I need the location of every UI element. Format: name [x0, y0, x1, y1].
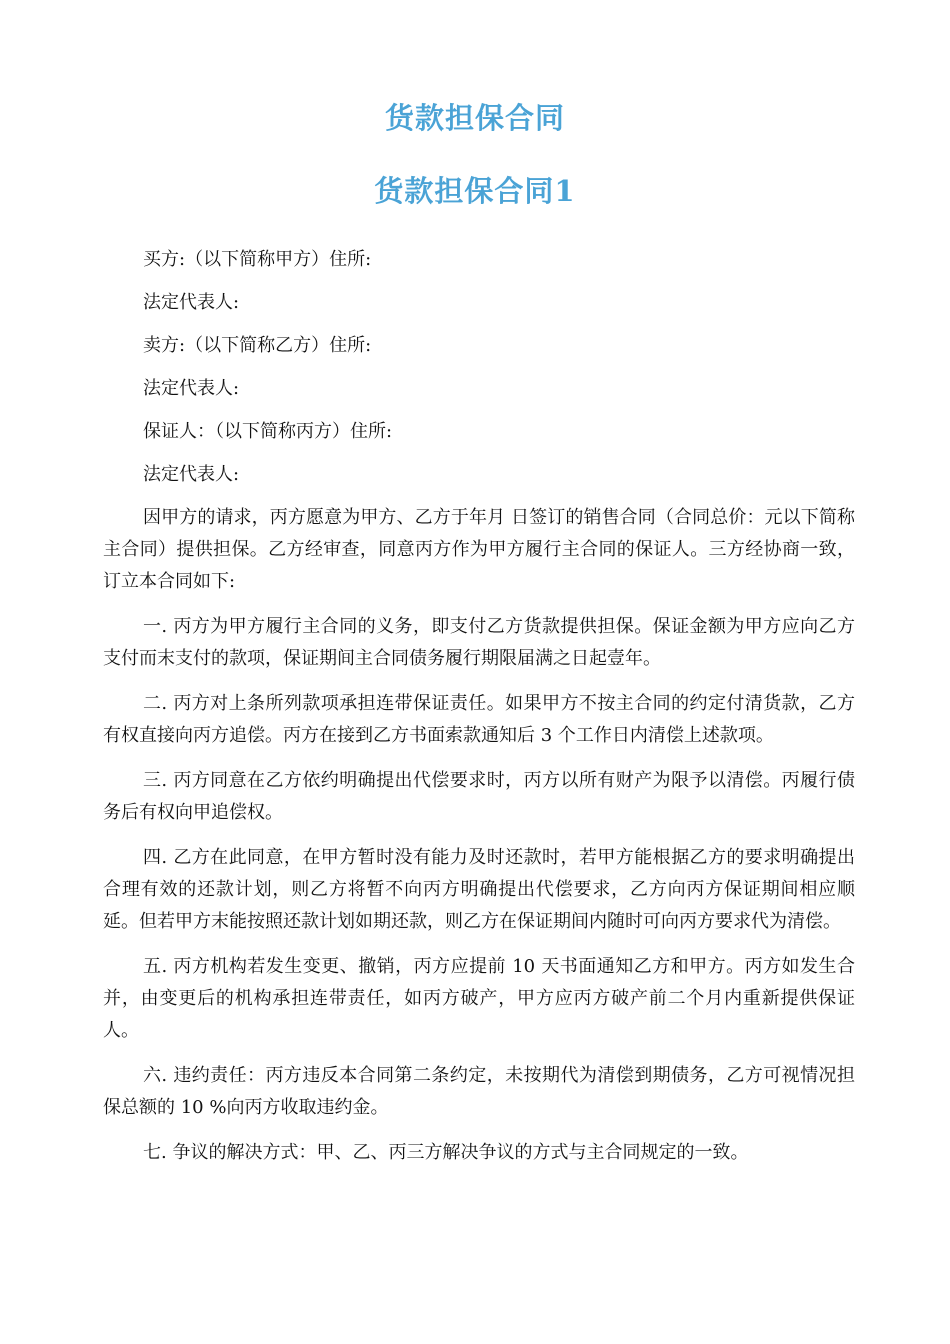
document-title: 货款担保合同 [384, 101, 565, 135]
document-subtitle: 货款担保合同1 [374, 174, 576, 208]
paragraph-seller: 卖方:（以下简称乙方）住所: [143, 335, 372, 356]
paragraph-seller-representative: 法定代表人: [143, 378, 240, 399]
paragraph-clause-1: 一. 丙方为甲方履行主合同的义务，即支付乙方货款提供担保。保证金额为甲方应向乙方支付而末支付的款项，保证期间主合同债务履行期限届满之日起壹年。 [103, 616, 855, 669]
paragraph-clause-6: 六. 违约责任：丙方违反本合同第二条约定，未按期代为清偿到期债务，乙方可视情况担保总额的 10 %向丙方收取违约金。 [103, 1065, 855, 1118]
paragraph-buyer-representative: 法定代表人: [143, 292, 240, 313]
paragraph-preamble: 因甲方的请求，丙方愿意为甲方、乙方于年月 日签订的销售合同（合同总价：元以下简称主合同）提供担保。乙方经审查，同意丙方作为甲方履行主合同的保证人。三方经协商一致，订立本合同如下: [103, 507, 855, 592]
paragraph-guarantor-representative: 法定代表人: [143, 464, 240, 485]
paragraph-clause-7: 七. 争议的解决方式：甲、乙、丙三方解决争议的方式与主合同规定的一致。 [143, 1142, 749, 1163]
document-body [103, 244, 855, 1182]
paragraph-clause-2: 二. 丙方对上条所列款项承担连带保证责任。如果甲方不按主合同的约定付清货款，乙方有权直接向丙方追偿。丙方在接到乙方书面索款通知后 3 个工作日内清偿上述款项。 [103, 693, 855, 746]
paragraph-clause-5: 五. 丙方机构若发生变更、撤销，丙方应提前 10 天书面通知乙方和甲方。丙方如发生合并，由变更后的机构承担连带责任，如丙方破产，甲方应丙方破产前二个月内重新提供保证人。 [103, 956, 855, 1041]
paragraph-guarantor: 保证人：（以下简称丙方）住所: [143, 421, 393, 442]
paragraph-clause-4: 四. 乙方在此同意，在甲方暂时没有能力及时还款时，若甲方能根据乙方的要求明确提出合理有效的还款计划，则乙方将暂不向丙方明确提出代偿要求，乙方向丙方保证期间相应顺延。但若甲方末能按照还款计划如期还款，则乙方在保证期间内随时可向丙方要求代为清偿。 [103, 847, 855, 932]
paragraph-buyer: 买方:（以下简称甲方）住所: [143, 249, 372, 270]
paragraph-clause-3: 三. 丙方同意在乙方依约明确提出代偿要求时，丙方以所有财产为限予以清偿。丙履行债务后有权向甲追偿权。 [103, 770, 855, 823]
